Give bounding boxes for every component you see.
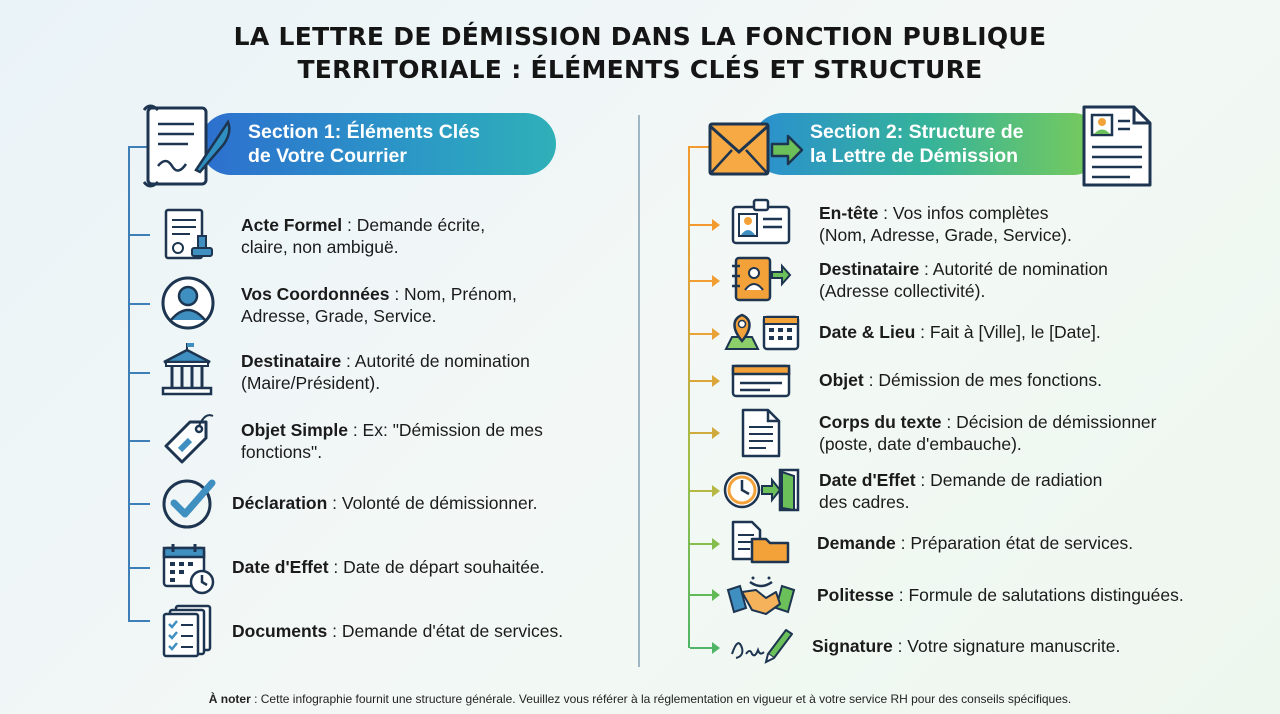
signature-pen-icon <box>728 624 794 664</box>
s1-item-text: : Date de départ souhaitée. <box>328 557 545 577</box>
s1-item-coordonnees <box>241 283 517 327</box>
checkmark-icon <box>160 475 216 531</box>
s1-item-acte-formel <box>241 214 485 258</box>
s2-item-text: : Vos infos complètes <box>878 203 1049 223</box>
arrow-head <box>712 589 720 601</box>
envelope-arrow-icon <box>706 120 806 180</box>
s2-item-key: Politesse <box>817 585 894 605</box>
s2-item-key: Signature <box>812 636 893 656</box>
s1-item-text: : Nom, Prénom, <box>389 284 517 304</box>
section1-title-line-1: Section 1: Éléments Clés <box>248 121 480 143</box>
arrow-head <box>712 219 720 231</box>
s2-item-text2: des cadres. <box>819 492 910 512</box>
s2-item-destinataire <box>819 258 1108 302</box>
footnote-text: : Cette infographie fournit une structure générale. Veuillez vous référer à la réglementation en vigueur et à votre service RH pour des conseils spécifiques. <box>250 692 1072 706</box>
s2-item-date-lieu <box>819 321 1101 343</box>
s1-item-objet-simple <box>241 419 543 463</box>
checklist-documents-icon <box>162 602 216 658</box>
s1-item-declaration <box>232 492 537 514</box>
user-avatar-icon <box>160 275 216 331</box>
scroll-quill-icon <box>138 100 234 192</box>
connector-stub <box>128 372 150 374</box>
s2-item-objet <box>819 369 1102 391</box>
arrow-head <box>712 427 720 439</box>
s2-item-text: : Démission de mes fonctions. <box>863 370 1103 390</box>
s2-item-text2: (Nom, Adresse, Grade, Service). <box>819 225 1072 245</box>
s2-item-corps-du-texte <box>819 411 1157 455</box>
section2-title-line-2: la Lettre de Démission <box>810 145 1019 167</box>
folder-documents-icon <box>730 519 792 565</box>
footnote <box>0 692 1280 706</box>
s2-item-text: : Votre signature manuscrite. <box>892 636 1121 656</box>
s2-item-demande <box>817 532 1133 554</box>
infographic-title <box>0 20 1280 86</box>
connector-stub <box>128 440 150 442</box>
s2-item-text: : Préparation état de services. <box>895 533 1134 553</box>
s1-item-text: : Demande écrite, <box>342 215 486 235</box>
subject-window-icon <box>730 363 792 399</box>
center-divider <box>638 115 640 667</box>
connector-stub <box>128 303 150 305</box>
calendar-clock-icon <box>160 540 216 596</box>
section1-title-line-2: de Votre Courrier <box>248 145 407 167</box>
s2-item-text: : Demande de radiation <box>915 470 1103 490</box>
section1-connector-line <box>128 146 130 620</box>
address-book-icon <box>730 254 792 304</box>
connector-stub <box>128 620 150 622</box>
section2-title-line-1: Section 2: Structure de <box>810 121 1024 143</box>
connector-stub <box>690 280 714 282</box>
s2-item-key: Destinataire <box>819 259 920 279</box>
title-line-2: TERRITORIALE : ÉLÉMENTS CLÉS ET STRUCTURE <box>297 55 983 84</box>
s2-item-politesse <box>817 584 1184 606</box>
arrow-head <box>712 275 720 287</box>
section2-connector-line <box>688 146 690 648</box>
s2-item-date-effet <box>819 469 1102 513</box>
s1-item-key: Documents <box>232 621 328 641</box>
s2-item-text: : Décision de démissionner <box>941 412 1157 432</box>
s1-item-text2: fonctions". <box>241 442 323 462</box>
footnote-label: À noter <box>208 692 251 706</box>
s2-item-key: Date & Lieu <box>819 322 916 342</box>
arrow-head <box>712 328 720 340</box>
s1-item-key: Objet Simple <box>241 420 348 440</box>
s1-item-destinataire <box>241 350 530 394</box>
s2-item-key: Demande <box>817 533 896 553</box>
s2-item-text: : Autorité de nomination <box>919 259 1108 279</box>
arrow-head <box>712 485 720 497</box>
clock-exit-icon <box>722 467 802 513</box>
s1-item-text: : Demande d'état de services. <box>327 621 564 641</box>
arrow-head <box>712 375 720 387</box>
s2-item-key: Corps du texte <box>819 412 942 432</box>
document-stamp-icon <box>160 206 216 264</box>
text-document-icon <box>740 407 782 459</box>
connector-stub <box>690 543 714 545</box>
s2-item-key: Date d'Effet <box>819 470 916 490</box>
arrow-head <box>712 538 720 550</box>
s1-item-text: : Ex: "Démission de mes <box>347 420 543 440</box>
s1-item-text: : Autorité de nomination <box>341 351 530 371</box>
s1-item-key: Vos Coordonnées <box>241 284 390 304</box>
s1-item-text2: (Maire/Président). <box>241 373 381 393</box>
connector-stub <box>690 647 714 649</box>
s1-item-text2: Adresse, Grade, Service. <box>241 306 437 326</box>
s1-item-key: Date d'Effet <box>232 557 329 577</box>
connector-stub <box>690 224 714 226</box>
s2-item-text2: (Adresse collectivité). <box>819 281 986 301</box>
s2-item-key: Objet <box>819 370 864 390</box>
s1-item-text2: claire, non ambiguë. <box>241 237 399 257</box>
id-card-icon <box>730 197 792 247</box>
title-line-1: LA LETTRE DE DÉMISSION DANS LA FONCTION PUBLIQUE <box>233 22 1047 51</box>
s2-item-signature <box>812 635 1120 657</box>
connector-stub <box>128 503 150 505</box>
s1-item-key: Destinataire <box>241 351 342 371</box>
connector-stub <box>128 234 150 236</box>
town-hall-icon <box>158 342 216 400</box>
tag-icon <box>160 410 216 466</box>
s2-item-en-tete <box>819 202 1072 246</box>
s2-item-text: : Fait à [Ville], le [Date]. <box>915 322 1101 342</box>
connector-stub <box>690 432 714 434</box>
section1-banner <box>200 113 556 175</box>
resume-document-icon <box>1080 103 1154 189</box>
s2-item-key: En-tête <box>819 203 879 223</box>
connector-stub <box>690 594 714 596</box>
s1-item-date-effet <box>232 556 545 578</box>
s1-item-key: Déclaration <box>232 493 328 513</box>
connector-stub <box>690 333 714 335</box>
s1-item-text: : Volonté de démissionner. <box>327 493 538 513</box>
s2-item-text2: (poste, date d'embauche). <box>819 434 1022 454</box>
handshake-icon <box>726 572 796 618</box>
s1-item-documents <box>232 620 563 642</box>
map-calendar-icon <box>722 311 802 353</box>
arrow-head <box>712 642 720 654</box>
connector-stub <box>690 490 714 492</box>
connector-stub <box>690 380 714 382</box>
s1-item-key: Acte Formel <box>241 215 343 235</box>
connector-stub <box>128 567 150 569</box>
s2-item-text: : Formule de salutations distinguées. <box>893 585 1184 605</box>
